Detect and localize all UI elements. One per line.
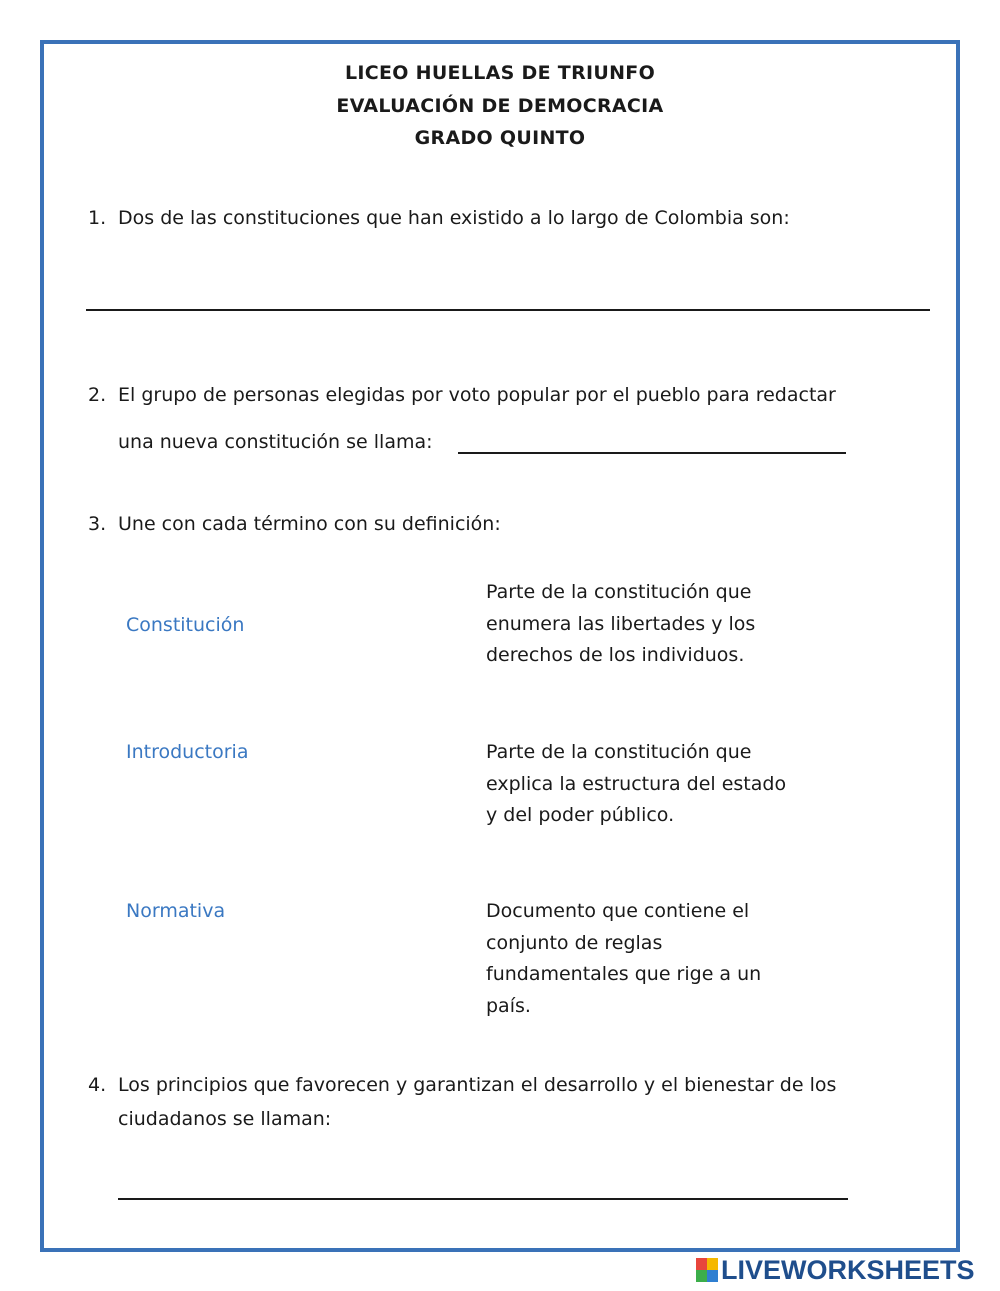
- question-3-text: Une con cada término con su definición:: [118, 513, 501, 535]
- definition-2[interactable]: [486, 737, 786, 832]
- question-1-answer-line[interactable]: [86, 309, 930, 311]
- question-4-text-line1: Los principios que favorecen y garantizan el desarrollo y el bienestar de los: [118, 1074, 837, 1096]
- definition-2-line: y del poder público.: [486, 804, 675, 826]
- grade-label: GRADO QUINTO: [414, 127, 586, 149]
- question-2-text-line1: El grupo de personas elegidas por voto popular por el pueblo para redactar: [118, 384, 836, 406]
- definition-3-line: fundamentales que rige a un: [486, 963, 762, 985]
- question-2-number: 2.: [88, 384, 107, 406]
- definition-1-line: enumera las libertades y los: [486, 612, 756, 635]
- liveworksheets-logo: [696, 1256, 975, 1284]
- definition-1-line: derechos de los individuos.: [486, 644, 745, 666]
- question-4-answer-line[interactable]: [118, 1198, 848, 1200]
- definition-3-line: país.: [486, 994, 531, 1017]
- question-4-text-line2: ciudadanos se llaman:: [118, 1108, 332, 1130]
- definition-3[interactable]: [486, 896, 761, 1022]
- definition-3-line: conjunto de reglas: [486, 931, 663, 954]
- definition-2-line: explica la estructura del estado: [486, 772, 787, 795]
- definition-1[interactable]: [486, 577, 755, 672]
- question-1-text: Dos de las constituciones que han existido a lo largo de Colombia son:: [118, 207, 790, 229]
- exam-title: EVALUACIÓN DE DEMOCRACIA: [336, 95, 664, 117]
- definition-3-line: Documento que contiene el: [486, 900, 750, 922]
- term-introductoria[interactable]: Introductoria: [126, 741, 249, 763]
- liveworksheets-logo-icon: [696, 1258, 718, 1282]
- term-constitucion[interactable]: Constitución: [126, 614, 245, 636]
- liveworksheets-brand-text: LIVEWORKSHEETS: [721, 1254, 975, 1285]
- question-2-text-line2: una nueva constitución se llama:: [118, 431, 433, 453]
- question-4-number: 4.: [88, 1074, 107, 1096]
- term-normativa[interactable]: Normativa: [126, 900, 226, 922]
- question-2-answer-line[interactable]: [458, 452, 846, 454]
- definition-1-line: Parte de la constitución que: [486, 581, 752, 603]
- definition-2-line: Parte de la constitución que: [486, 741, 752, 763]
- school-name: LICEO HUELLAS DE TRIUNFO: [344, 62, 656, 84]
- question-3-number: 3.: [88, 513, 107, 535]
- question-1-number: 1.: [88, 207, 107, 229]
